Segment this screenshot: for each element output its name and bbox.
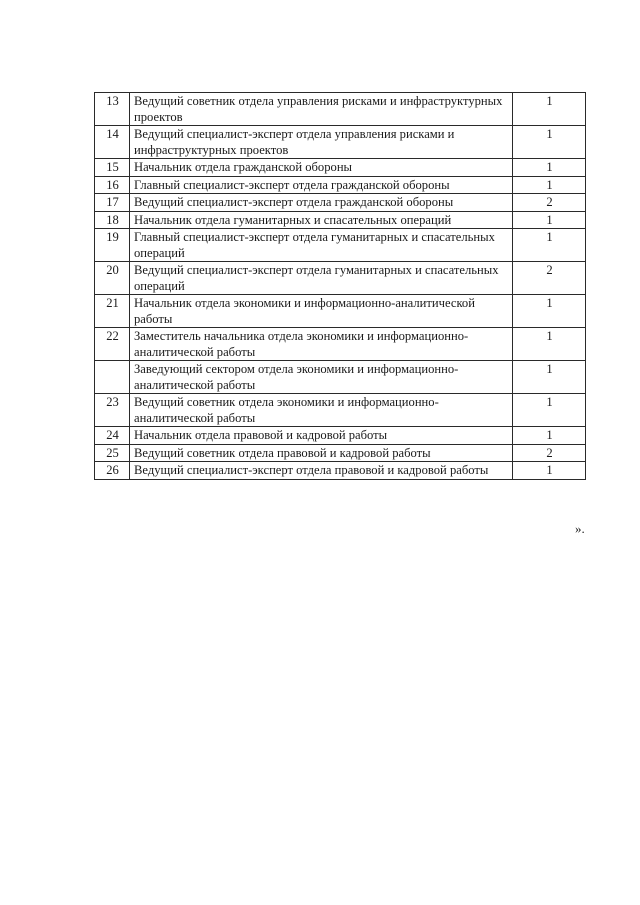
- table-row: [95, 93, 586, 126]
- table-row: [95, 427, 586, 445]
- row-number: 14: [95, 126, 130, 159]
- row-number: 22: [95, 328, 130, 361]
- position-title: Ведущий специалист-эксперт отдела управления рисками и инфраструктурных проектов: [130, 126, 513, 159]
- row-number: 26: [95, 462, 130, 480]
- position-title: Начальник отдела гуманитарных и спасательных операций: [130, 211, 513, 229]
- position-title: Начальник отдела гражданской обороны: [130, 159, 513, 177]
- table-row: [95, 229, 586, 262]
- position-title: Ведущий советник отдела экономики и информационно-аналитической работы: [130, 394, 513, 427]
- row-number: 13: [95, 93, 130, 126]
- table-row: [95, 295, 586, 328]
- closing-quote-mark: ».: [575, 521, 585, 536]
- position-count: 2: [513, 262, 586, 295]
- position-count: 1: [513, 229, 586, 262]
- row-number: [95, 361, 130, 394]
- row-number: 19: [95, 229, 130, 262]
- position-title: Начальник отдела правовой и кадровой работы: [130, 427, 513, 445]
- position-title: Заведующий сектором отдела экономики и информационно-аналитической работы: [130, 361, 513, 394]
- table-row: [95, 159, 586, 177]
- position-title: Ведущий советник отдела управления рисками и инфраструктурных проектов: [130, 93, 513, 126]
- row-number: 15: [95, 159, 130, 177]
- table-row: [95, 328, 586, 361]
- position-count: 1: [513, 176, 586, 194]
- row-number: 20: [95, 262, 130, 295]
- position-title: Начальник отдела экономики и информационно-аналитической работы: [130, 295, 513, 328]
- position-count: 1: [513, 93, 586, 126]
- position-title: Ведущий специалист-эксперт отдела гражданской обороны: [130, 194, 513, 212]
- row-number: 25: [95, 444, 130, 462]
- table-row: [95, 194, 586, 212]
- table-row: [95, 262, 586, 295]
- position-count: 1: [513, 126, 586, 159]
- table-body: [95, 93, 586, 480]
- position-title: Ведущий специалист-эксперт отдела правовой и кадровой работы: [130, 462, 513, 480]
- row-number: 17: [95, 194, 130, 212]
- row-number: 24: [95, 427, 130, 445]
- staff-positions-table: [94, 92, 586, 480]
- position-count: 1: [513, 295, 586, 328]
- table-row: [95, 361, 586, 394]
- row-number: 16: [95, 176, 130, 194]
- table-row: [95, 176, 586, 194]
- row-number: 18: [95, 211, 130, 229]
- position-title: Ведущий специалист-эксперт отдела гуманитарных и спасательных операций: [130, 262, 513, 295]
- table-row: [95, 444, 586, 462]
- row-number: 23: [95, 394, 130, 427]
- position-count: 1: [513, 211, 586, 229]
- table-row: [95, 126, 586, 159]
- position-count: 1: [513, 159, 586, 177]
- position-count: 1: [513, 427, 586, 445]
- position-count: 1: [513, 462, 586, 480]
- position-count: 2: [513, 194, 586, 212]
- position-title: Ведущий советник отдела правовой и кадровой работы: [130, 444, 513, 462]
- table-row: [95, 462, 586, 480]
- position-count: 1: [513, 328, 586, 361]
- table-row: [95, 394, 586, 427]
- position-count: 2: [513, 444, 586, 462]
- position-title: Главный специалист-эксперт отдела гуманитарных и спасательных операций: [130, 229, 513, 262]
- row-number: 21: [95, 295, 130, 328]
- position-count: 1: [513, 394, 586, 427]
- position-title: Заместитель начальника отдела экономики и информационно-аналитической работы: [130, 328, 513, 361]
- table-row: [95, 211, 586, 229]
- position-count: 1: [513, 361, 586, 394]
- position-title: Главный специалист-эксперт отдела гражданской обороны: [130, 176, 513, 194]
